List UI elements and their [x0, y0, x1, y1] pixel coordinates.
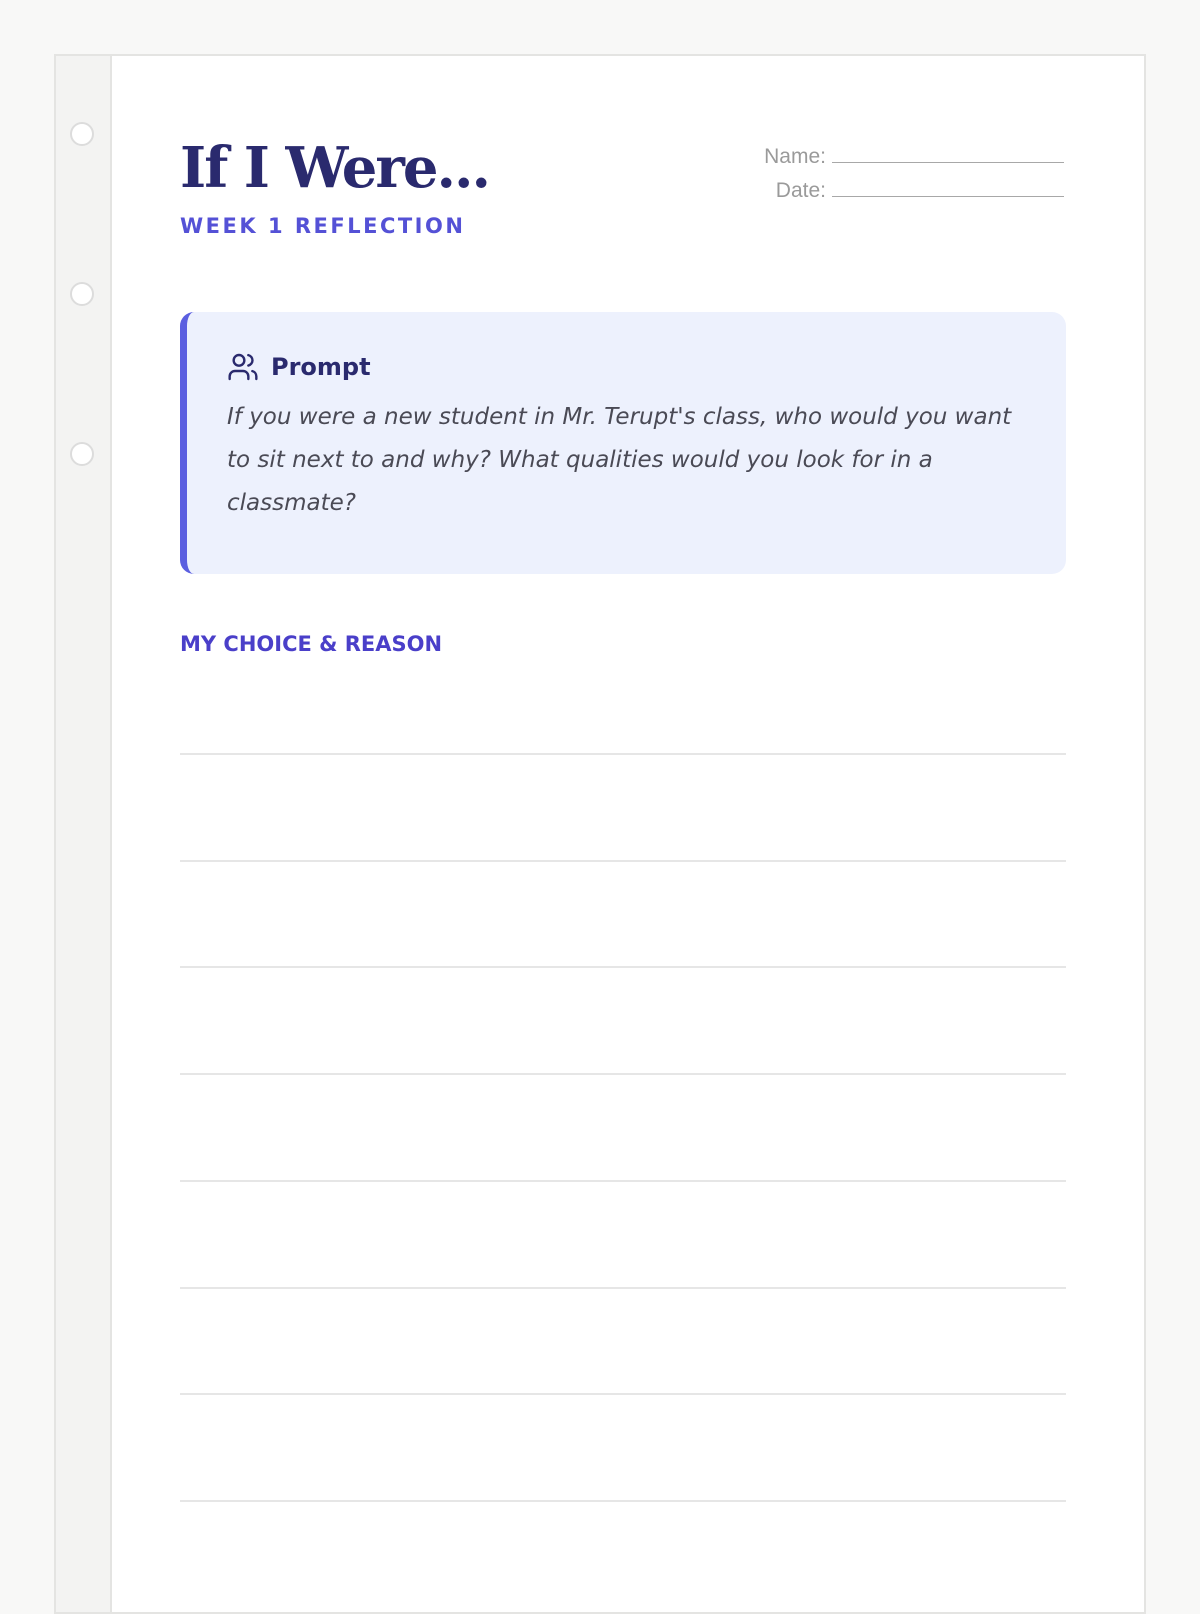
date-blank[interactable]: [832, 178, 1064, 197]
binder-hole: [70, 282, 94, 306]
writing-line[interactable]: [180, 1500, 1066, 1502]
writing-line[interactable]: [180, 1393, 1066, 1395]
writing-line[interactable]: [180, 966, 1066, 968]
prompt-box: [180, 312, 1066, 574]
writing-line[interactable]: [180, 1073, 1066, 1075]
page-subtitle: WEEK 1 REFLECTION: [180, 214, 466, 238]
writing-line[interactable]: [180, 860, 1066, 862]
binder-margin: [56, 56, 112, 1612]
prompt-text: If you were a new student in Mr. Terupt's class, who would you want to sit next to and why? What qualities would you look for in a classmate?: [227, 404, 1012, 516]
response-section-label: MY CHOICE & REASON: [180, 632, 443, 656]
prompt-header: [227, 350, 1026, 384]
date-row: [764, 174, 1064, 208]
binder-hole: [70, 122, 94, 146]
name-label: Name:: [764, 145, 826, 168]
name-blank[interactable]: [832, 144, 1064, 163]
student-info: [764, 140, 1064, 208]
date-label: Date:: [775, 179, 826, 202]
writing-line[interactable]: [180, 1180, 1066, 1182]
name-row: [764, 140, 1064, 174]
page-title: If I Were...: [180, 135, 490, 201]
writing-line[interactable]: [180, 753, 1066, 755]
users-icon: [227, 351, 259, 383]
writing-line[interactable]: [180, 1287, 1066, 1289]
binder-hole: [70, 442, 94, 466]
worksheet-page: [54, 54, 1146, 1614]
prompt-label: Prompt: [271, 353, 371, 381]
